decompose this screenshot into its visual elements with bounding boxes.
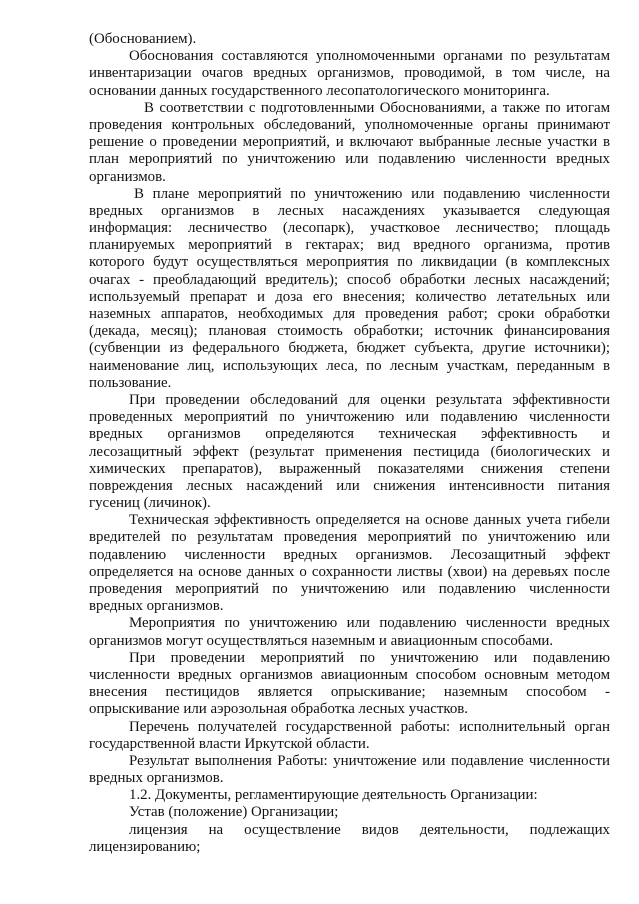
text-line: которого будут осуществляться мероприятия по ликвидации (в комплексных [89, 254, 610, 271]
text-line: Устав (положение) Организации; [129, 804, 339, 821]
text-line: внесения пестицидов является опрыскивание; наземным способом - [89, 684, 610, 701]
text-line: проведения мероприятий по уничтожению или подавлению численности [89, 581, 610, 597]
text-line: очагах - преобладающий вредитель); способ обработки лесных насаждений; [89, 271, 610, 288]
text-line: используемый препарат и доза его внесения; количество летательных или [89, 288, 610, 305]
text-line: основании данных государственного лесопатологического мониторинга. [89, 82, 550, 99]
paragraph [89, 186, 610, 392]
text-line: Перечень получателей государственной работы: исполнительный орган [129, 718, 610, 735]
text-line: наземных аппаратов, необходимых для проведения работ; сроки обработки [89, 306, 610, 322]
text-line: опрыскивание или аэрозольная обработка лесных участков. [89, 701, 469, 718]
text-line: планируемых мероприятий в гектарах; вид вредного организма, против [89, 237, 610, 254]
text-line: информация: лесничество (лесопарк), участковое лесничество; площадь [89, 220, 610, 237]
text-line: лицензированию; [89, 838, 201, 855]
paragraph [89, 804, 610, 821]
text-line: Результат выполнения Работы: уничтожение или подавление численности [129, 752, 610, 769]
text-line: подавлению численности вредных организмов. Лесозащитный эффект [89, 546, 610, 563]
text-line: решение о проведении мероприятий, и включают выбранные лесные участки в [89, 134, 610, 151]
text-line: проведенных мероприятий по уничтожению или подавлению численности [89, 409, 610, 426]
paragraph [89, 822, 610, 856]
paragraph [89, 753, 610, 787]
text-line: Техническая эффективность определяется на основе данных учета гибели [129, 512, 610, 529]
text-line: инвентаризации очагов вредных организмов, проводимой, в том числе, на [89, 65, 610, 82]
text-line: лицензия на осуществление видов деятельности, подлежащих [129, 821, 610, 838]
text-line: вредных организмов в лесных насаждениях указывается следующая [89, 202, 610, 219]
text-line: (субвенции из федерального бюджета, бюджет субъекта, другие источники); [89, 340, 610, 357]
text-line: проведения контрольных обследований, уполномоченные органы принимают [89, 116, 610, 133]
paragraph [89, 512, 610, 615]
text-line: Мероприятия по уничтожению или подавлению численности вредных [129, 615, 610, 632]
text-line: В плане мероприятий по уничтожению или подавлению численности [134, 185, 610, 202]
text-line: При проведении обследований для оценки результата эффективности [129, 391, 610, 408]
text-line: повреждения лесных насаждений или снижения интенсивности питания [89, 477, 610, 494]
paragraph [89, 719, 610, 753]
text-line: Обоснования составляются уполномоченными органами по результатам [129, 48, 610, 65]
text-line: (декада, месяц); плановая стоимость обработки; источник финансирования [89, 323, 610, 340]
paragraph [89, 100, 610, 186]
text-line: химических препаратов), выраженный показателями снижения степени [89, 460, 610, 477]
text-line: гусениц (личинок). [89, 495, 211, 512]
text-line: вредных организмов. [89, 598, 224, 615]
text-line: организмов могут осуществляться наземным и авиационным способами. [89, 632, 554, 649]
text-line: план мероприятий по уничтожению или подавлению численности вредных [89, 151, 610, 168]
text-line: вредителей по результатам проведения мероприятий по уничтожению или [89, 529, 610, 546]
document-page [89, 31, 610, 856]
text-line: лесозащитный эффект (результат применения пестицида (биологических и [89, 443, 610, 460]
paragraph [89, 392, 610, 512]
text-line: пользование. [89, 374, 172, 391]
paragraph [89, 650, 610, 719]
text-line: вредных организмов определяются техническая эффективность и [89, 426, 610, 443]
text-line: В соответствии с подготовленными Обоснованиями, а также по итогам [144, 99, 610, 116]
text-line: наименование лиц, использующих леса, по лесным участкам, переданным в [89, 357, 610, 374]
paragraph [89, 615, 610, 649]
text-line: При проведении мероприятий по уничтожению или подавлению [129, 649, 610, 666]
text-line: 1.2. Документы, регламентирующие деятельность Организации: [129, 787, 538, 804]
text-line: государственной власти Иркутской области. [89, 735, 370, 752]
text-line: вредных организмов. [89, 770, 224, 787]
text-line: численности вредных организмов авиационным способом основным методом [89, 666, 610, 683]
paragraph [89, 31, 610, 48]
text-line: определяется на основе данных о сохранности листвы (хвои) на деревьях после [89, 563, 610, 580]
text-line: организмов. [89, 168, 166, 185]
text-line: (Обоснованием). [89, 31, 197, 47]
paragraph [89, 48, 610, 100]
paragraph [89, 787, 610, 804]
